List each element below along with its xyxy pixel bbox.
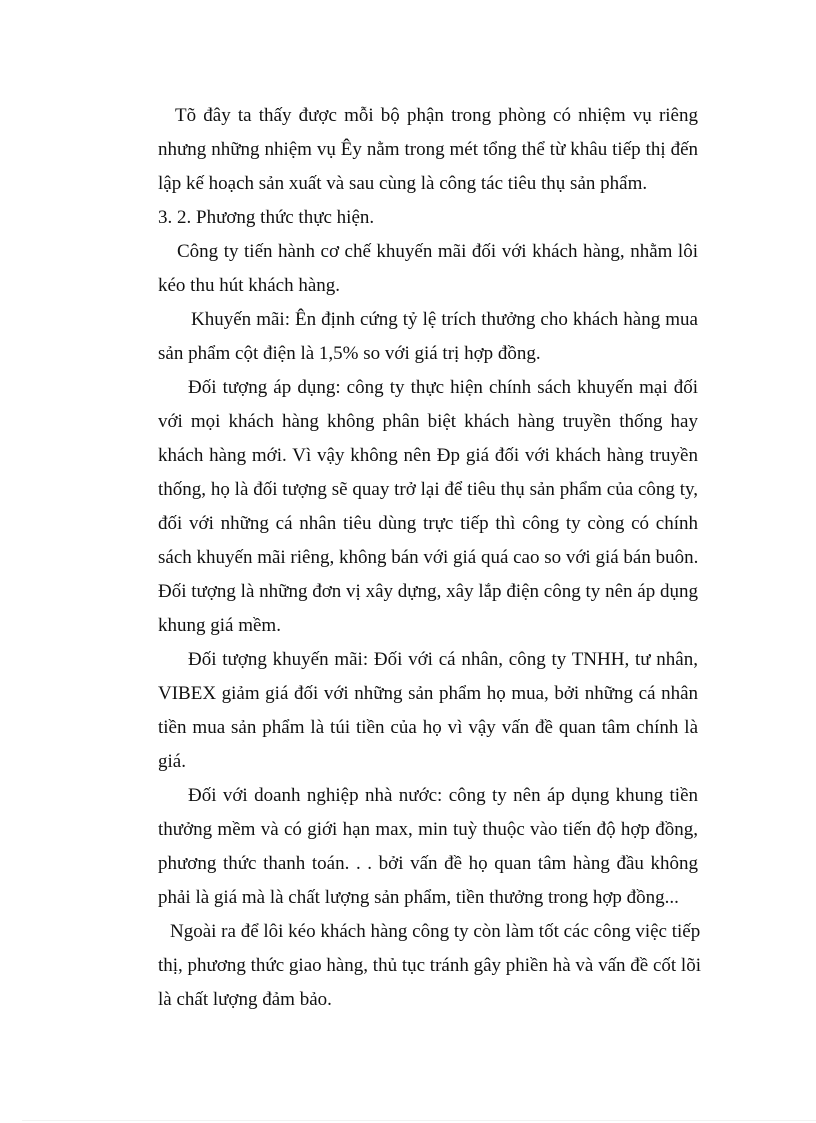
text-line: khung giá mềm. [158, 615, 281, 636]
text-line: Khuyến mãi: Ên định cứng tỷ lệ trích thưởng cho khách hàng mua [191, 309, 698, 330]
paragraph-company-mechanism [158, 235, 698, 303]
text-line: đối với những cá nhân tiêu dùng trực tiếp thì công ty còng có chính [158, 513, 698, 534]
paragraph-conclusion [158, 915, 701, 1017]
text-line: phải là giá mà là chất lượng sản phẩm, tiền thưởng trong hợp đồng... [158, 887, 679, 908]
text-line: với mọi khách hàng không phân biệt khách hàng truyền thống hay [158, 411, 698, 432]
text-line: thưởng mềm và có giới hạn max, min tuỳ thuộc vào tiến độ hợp đồng, [158, 819, 698, 840]
document-body [158, 99, 701, 1017]
text-line: Đối tượng áp dụng: công ty thực hiện chính sách khuyến mại đối [188, 377, 698, 398]
page-bottom-divider [22, 1120, 816, 1121]
text-line: Đối với doanh nghiệp nhà nước: công ty nên áp dụng khung tiền [188, 785, 698, 806]
paragraph-state-enterprise [158, 779, 698, 915]
text-line: kéo thu hút khách hàng. [158, 275, 341, 296]
text-line: lập kế hoạch sản xuất và sau cùng là công tác tiêu thụ sản phẩm. [158, 173, 648, 194]
text-line: khách hàng mới. Vì vậy không nên Đp giá đối với khách hàng truyền [158, 445, 698, 466]
section-heading [158, 201, 698, 235]
text-line: Đối tượng khuyến mãi: Đối với cá nhân, công ty TNHH, tư nhân, [188, 649, 698, 670]
text-line: 3. 2. Phương thức thực hiện. [158, 207, 375, 228]
text-line: là chất lượng đảm bảo. [158, 989, 332, 1010]
text-line: Công ty tiến hành cơ chế khuyến mãi đối với khách hàng, nhằm lôi [177, 241, 698, 262]
text-line: sản phẩm cột điện là 1,5% so với giá trị hợp đồng. [158, 343, 541, 364]
text-line: nhưng những nhiệm vụ Êy nằm trong mét tổng thể từ khâu tiếp thị đến [158, 139, 698, 160]
paragraph-intro [158, 99, 698, 201]
text-line: Ngoài ra để lôi kéo khách hàng công ty còn làm tốt các công việc tiếp [170, 921, 701, 942]
text-line: thị, phương thức giao hàng, thủ tục tránh gây phiền hà và vấn đề cốt lõi [158, 955, 701, 976]
text-line: phương thức thanh toán. . . bởi vấn đề họ quan tâm hàng đầu không [158, 853, 698, 874]
text-line: Tõ đây ta thấy được mỗi bộ phận trong phòng có nhiệm vụ riêng [175, 105, 698, 126]
text-line: sách khuyến mãi riêng, không bán với giá quá cao so với giá bán buôn. [158, 547, 699, 568]
paragraph-promotion [158, 303, 698, 371]
text-line: tiền mua sản phẩm là túi tiền của họ vì vậy vấn đề quan tâm chính là [158, 717, 698, 738]
text-line: giá. [158, 751, 186, 772]
text-line: VIBEX giảm giá đối với những sản phẩm họ mua, bởi những cá nhân [158, 683, 698, 704]
text-line: Đối tượng là những đơn vị xây dựng, xây lắp điện công ty nên áp dụng [158, 581, 698, 602]
paragraph-promotion-target [158, 643, 698, 779]
text-line: thống, họ là đối tượng sẽ quay trở lại để tiêu thụ sản phẩm của công ty, [158, 479, 698, 500]
paragraph-target-audience [158, 371, 698, 643]
